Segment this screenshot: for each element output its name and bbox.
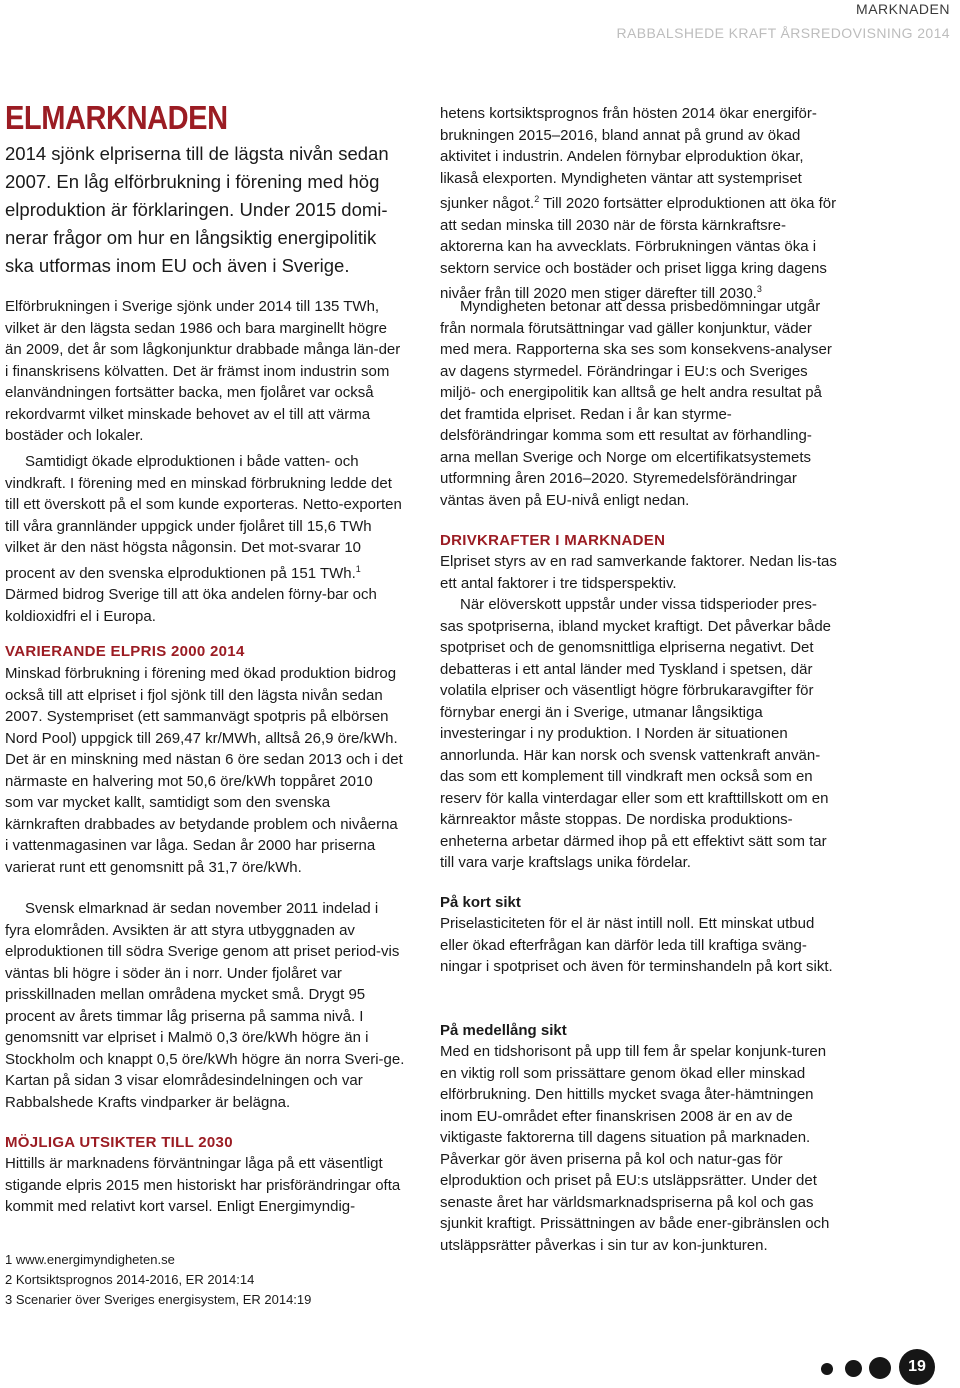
footnote-ref-2: 2 (534, 194, 540, 204)
page-dot-3 (869, 1357, 891, 1379)
page-title: ELMARKNADEN (5, 99, 228, 136)
left-paragraph-4: Svensk elmarknad är sedan november 2011 indelad i fyra elområden. Avsikten är att styra utbyggnaden av elproduktionen till södra Sverige genom att priset period-vis väntas bli högre i söder än i norr. Under fjolåret var prisskillnaden mellan områdena mycket små. Drygt 95 procent av årets timmar låg priserna på samma nivå. I genomsnitt var elpriset i Malmö 0,3 öre/kWh högre än i Stockholm och knappt 0,5 öre/kWh högre än norra Sveri-ge. Kartan på sidan 3 visar elområdesindelningen och var Rabbalshede Krafts vindparker är belägna. (5, 900, 405, 1111)
footnote-2: 2 Kortsiktsprognos 2014-2016, ER 2014:14 (5, 1272, 255, 1287)
heading-varierande-elpris: VARIERANDE ELPRIS 2000 2014 (5, 643, 245, 660)
heading-mojliga-utsikter: MÖJLIGA UTSIKTER TILL 2030 (5, 1134, 233, 1151)
left-paragraph-2: Samtidigt ökade elproduktionen i både vatten- och vindkraft. I förening med en minskad förbrukning ledde det till ett överskott på el som kunde exporteras. Netto-exporten till våra grannländer uppgick under fjolåret till 15,6 TWh vilket är den näst högsta någonsin. Det mot-svarar 10 procent av den svenska elproduktionen på 151 TWh.$^1$ Därmed bidrog Sverige till att öka andelen förny-bar och koldioxidfri el i Europa. (5, 453, 402, 625)
footnote-1: 1 www.energimyndigheten.se (5, 1252, 175, 1267)
header-section-title: MARKNADEN (856, 1, 950, 17)
heading-drivkrafter: DRIVKRAFTER I MARKNADEN (440, 532, 666, 549)
footnotes (5, 1250, 405, 1310)
right-paragraph-2: Myndigheten betonar att dessa prisbedömningar utgår från normala förutsättningar vad gäller konjunktur, väder med mera. Rapporterna ska ses som konsekvens-analyser av dagens styrmedel. Förändringar i EU:s och Sveriges miljö- och energipolitik kan alltså ge helt andra resultat på det framtida elpriset. Redan i år kan styrme-delsförändringar komma som ett resultat av förhandling-arna mellan Sverige och Norge om elcertifikatsystemets utformning åren 2016–2020. Styremedelsförändringar väntas även på EU-nivå enligt nedan. (440, 298, 832, 509)
footnote-ref-1: 1 (355, 563, 361, 574)
heading-kort-sikt: På kort sikt (440, 894, 521, 911)
left-paragraph-1: Elförbrukningen i Sverige sjönk under 2014 till 135 TWh, vilket är den lägsta sedan 1986 och bara marginellt högre än 2009, det år som lågkonjunktur drabbade många län-der i finanskrisens kölvatten. Det är främst inom industrin som elanvändningen fortsätter backa, men fjolåret var också rekordvarmt vilket minskade behovet av el till att värma bostäder och lokaler. (5, 298, 401, 444)
left-paragraph-3: Minskad förbrukning i förening med ökad produktion bidrog också till att elpriset i fjol sjönk till den lägsta nivån sedan 2007. Systempriset (ett sammanvägt spotpris på elbörsen Nord Pool) uppgick till 269,47 kr/MWh, alltså 26,9 öre/kWh. Det är en minskning med nästan 6 öre sedan 2013 och i det närmaste en halvering mot 50,6 öre/kWh toppåret 2010 som var mycket kallt, samtidigt som den svenska kärnkraften drabbades av betydande problem och nivåerna i vattenmagasinen var låga. Sedan år 2000 har priserna varierat runt ett genomsnitt på 31,7 öre/kWh. (5, 665, 403, 876)
footnote-ref-3: 3 (756, 284, 762, 294)
right-paragraph-3: Elpriset styrs av en rad samverkande faktorer. Nedan lis-tas ett antal faktorer i tre tidsperspektiv. (440, 553, 837, 592)
right-paragraph-6: Med en tidshorisont på upp till fem år spelar konjunk-turen en viktig roll som prissättare genom ökad eller minskad elförbrukning. Den hittills mycket svaga åter-hämtningen inom EU-området efter finanskrisen 2008 är en av de viktigaste faktorerna till dagens situation på marknaden. Påverkar gör även priserna på kol och natur-gas för elproduktion och priset på EU:s utsläppsrätter. Under det senaste året har världsmarknadspriserna på kol och gas sjunkit kraftigt. Prissättningen av både ener-gibränslen och utsläppsrätter påverkas i sin tur av kon-junkturen. (440, 1043, 830, 1254)
heading-medellang-sikt: På medellång sikt (440, 1022, 567, 1039)
left-paragraph-5: Hittills är marknadens förväntningar låga på ett väsentligt stigande elpris 2015 men historiskt har prisförändringar ofta kommit med relativt kort varsel. Enligt Energimyndig- (5, 1155, 401, 1215)
header-publication: RABBALSHEDE KRAFT ÅRSREDOVISNING 2014 (616, 25, 950, 41)
lead-paragraph: 2014 sjönk elpriserna till de lägsta nivån sedan 2007. En låg elförbrukning i förening med hög elproduktion är förklaringen. Under 2015 domi-nerar frågor om hur en långsiktig energipolitik ska utformas inom EU och även i Sverige. (5, 143, 389, 276)
page-dot-1 (821, 1363, 833, 1375)
footnote-3: 3 Scenarier över Sveriges energisystem, ER 2014:19 (5, 1292, 312, 1307)
page-number: 19 (899, 1349, 935, 1385)
right-paragraph-1: hetens kortsiktsprognos från hösten 2014 ökar energiför-brukningen 2015–2016, bland annat på grund av ökad aktivitet i industrin. Andelen förnybar elproduktion ökar, likaså elexporten. Myndigheten väntar att systempriset sjunker något.$^2$ Till 2020 fortsätter elproduktionen att öka för att sedan minska till 2030 när de första kärnkraftsre-aktorerna kan ha avvecklats. Förbrukningen väntas öka i sektorn service och bostäder och priset ligga kring dagens nivåer från till 2020 men stiger därefter till 2030.$^3$ (440, 105, 837, 302)
right-paragraph-4: När elöverskott uppstår under vissa tidsperioder pres-sas spotpriserna, ibland mycket kraftigt. Det påverkar både spotpriset och de genomsnittliga elpriserna negativt. Det debatteras i ett antal länder med Tyskland i spetsen, där volatila elpriser och väsentligt högre förbrukaravgifter för förnybar energi än i Sverige, utmanar långsiktiga investeringar i ny produktion. I Norden är situationen annorlunda. Här kan norsk och svensk vattenkraft använ-das som ett komplement till vindkraft men också som en reserv för kalla vinterdagar eller som ett krafttillskott om en kärnreaktor måste stoppas. De nordiska produktions-enheterna arbetar därmed ihop på ett effektivt sätt som tar till vara varje kraftslags unika fördelar. (440, 596, 832, 871)
right-paragraph-5: Priselasticiteten för el är näst intill noll. Ett minskat utbud eller ökad efterfrågan kan därför leda till kraftiga sväng-ningar i spotpriset och även för terminshandeln på kort sikt. (440, 915, 833, 975)
page-dot-2 (845, 1360, 862, 1377)
